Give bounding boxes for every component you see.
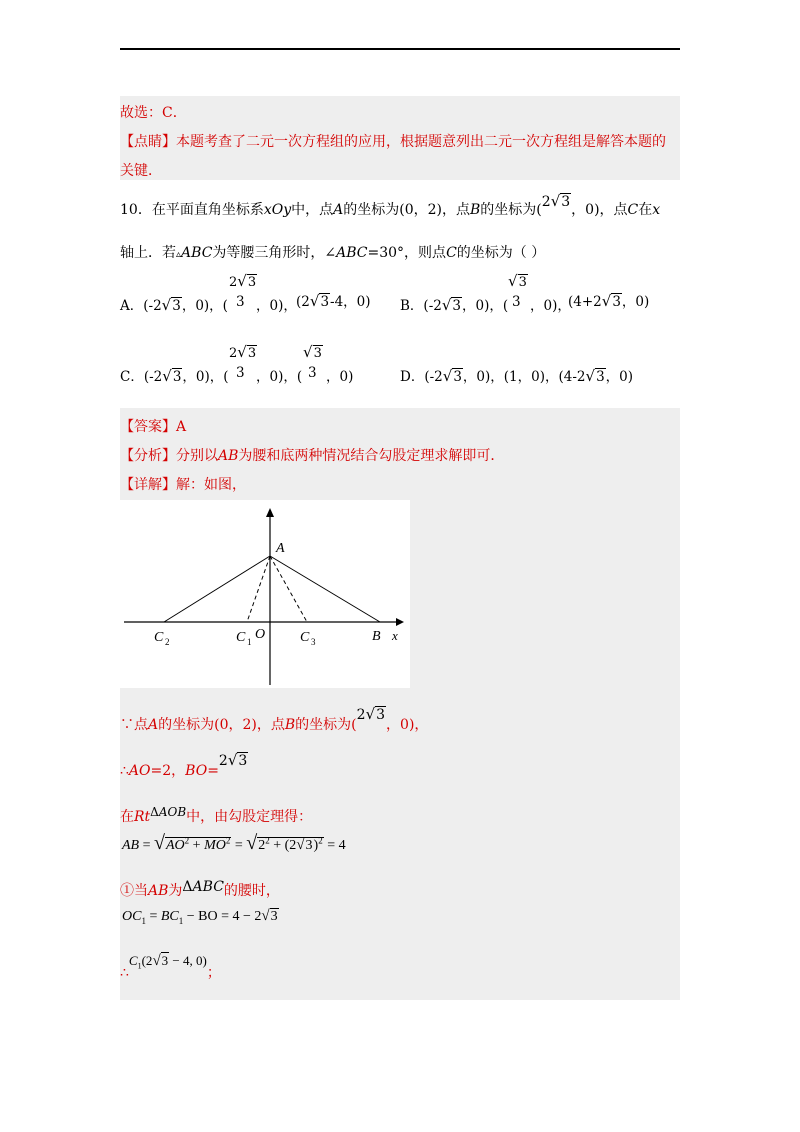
in-right-triangle-line: 在RtΔAOB中，由勾股定理得： <box>120 805 313 825</box>
triangle-figure <box>120 500 410 688</box>
comment-text: 本题考查了二元一次方程组的应用，根据题意列出二元一次方程组是解答本题的 <box>176 134 666 150</box>
label-a: A <box>276 541 285 556</box>
label-c1-sub: 1 <box>247 637 252 647</box>
answer-block <box>120 408 680 1000</box>
two-sqrt3: 2√3 <box>541 192 571 210</box>
question-stem-line-1: 10．在平面直角坐标系xOy中，点A的坐标为(0，2)，点B的坐标为(2√3，0)，点C在x <box>120 192 661 218</box>
case-1-line: ①当AB为ΔABC的腰时， <box>120 879 280 899</box>
choice-line: 故选：C． <box>120 105 187 121</box>
label-c3-sub: 3 <box>311 637 316 647</box>
label-c3: C <box>300 630 310 645</box>
label-x: x <box>392 628 398 643</box>
comment-label: 【点睛】 <box>120 134 176 150</box>
top-explanation-block <box>120 96 680 180</box>
analysis-line: 【分析】分别以AB为腰和底两种情况结合勾股定理求解即可． <box>120 448 505 464</box>
c1-result-line: $\therefore C_1(2√3 - 4$, 0)； <box>120 953 221 981</box>
label-c2-sub: 2 <box>165 637 170 647</box>
answer-line: 【答案】A <box>120 419 187 435</box>
therefore-ao-bo: ∴AO=2，BO=2√3 <box>120 751 248 779</box>
comment-line-2: 关键． <box>120 163 162 179</box>
comment-line <box>120 131 666 151</box>
label-c2: C <box>154 630 164 645</box>
because-line: ∵点A的坐标为(0，2)，点B的坐标为(2√3，0)， <box>120 705 429 733</box>
header-rule <box>120 48 680 50</box>
question-stem-line-2: 轴上．若▵ABC为等腰三角形时，∠ABC=30°，则点C的坐标为（ ） <box>120 245 546 261</box>
label-o: O <box>255 627 266 642</box>
detail-line: 【详解】解：如图， <box>120 477 246 493</box>
oc1-formula: $OC_1 = BC_1$ − BO = 4 − 2√3 <box>122 908 278 926</box>
label-c1: C <box>236 630 246 645</box>
figure-background <box>120 500 410 688</box>
label-b: B <box>372 629 381 644</box>
pythagoras-formula: AB = $√AO^2 + MO^2 = √2^2 + (2√3)^2 = 4$ <box>122 832 346 854</box>
